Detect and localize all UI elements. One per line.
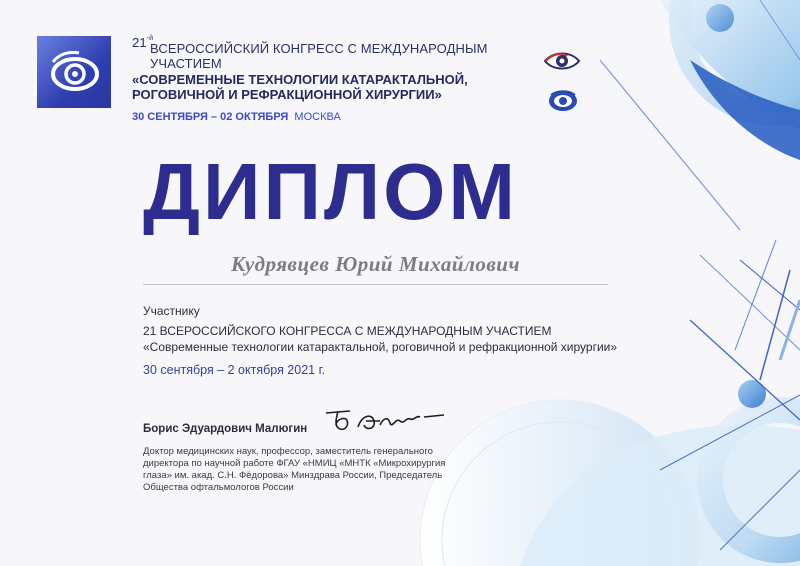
congress-line: ВСЕРОССИЙСКИЙ КОНГРЕСС С МЕЖДУНАРОДНЫМ УЧАСТИЕМ: [150, 41, 488, 71]
diag-line-3: [740, 260, 800, 310]
award-text: [143, 303, 663, 378]
bottom-ball: [738, 380, 766, 408]
diploma-title: ДИПЛОМ: [143, 147, 518, 236]
diag-line-6: [780, 300, 800, 360]
recipient-name: Кудрявцев Юрий Михайлович: [231, 252, 520, 276]
signature-image: [320, 405, 450, 439]
congress-header: [132, 35, 512, 123]
participant-label: Участнику: [143, 304, 200, 318]
diag-line-2: [700, 255, 800, 350]
congress-number: $21^{-й}$: [132, 35, 154, 50]
congress-logo: [37, 36, 111, 108]
diag-line-5: [760, 270, 790, 380]
event-title: «Современные технологии катарактальной, роговичной и рефракционной хирургии»: [143, 340, 618, 354]
top-ball: [706, 4, 734, 32]
eye-icon: [543, 48, 581, 74]
event-line: 21 ВСЕРОССИЙСКОГО КОНГРЕССА С МЕЖДУНАРОДНЫМ УЧАСТИЕМ: [143, 324, 552, 338]
event-dates: 30 сентября – 2 октября 2021 г.: [143, 363, 326, 377]
congress-dates: 30 СЕНТЯБРЯ – 02 ОКТЯБРЯ МОСКВА: [132, 111, 341, 123]
name-underline: [143, 284, 608, 285]
signer-description: Доктор медицинских наук, профессор, заместитель генерального директора по научной работе ФГАУ «НМИЦ «МНТК «Микрохирургия глаза» им. акад. С.Н. Фёдорова» Минздрава России, Председатель Общества офтальмологов России: [143, 446, 446, 493]
signer-name: Борис Эдуардович Малюгин: [143, 423, 308, 435]
congress-title: «СОВРЕМЕННЫЕ ТЕХНОЛОГИИ КАТАРАКТАЛЬНОЙ, РОГОВИЧНОЙ И РЕФРАКЦИОННОЙ ХИРУРГИИ»: [132, 72, 468, 102]
clinic-logo-icon: [547, 89, 579, 113]
diag-line-4: [735, 240, 776, 350]
